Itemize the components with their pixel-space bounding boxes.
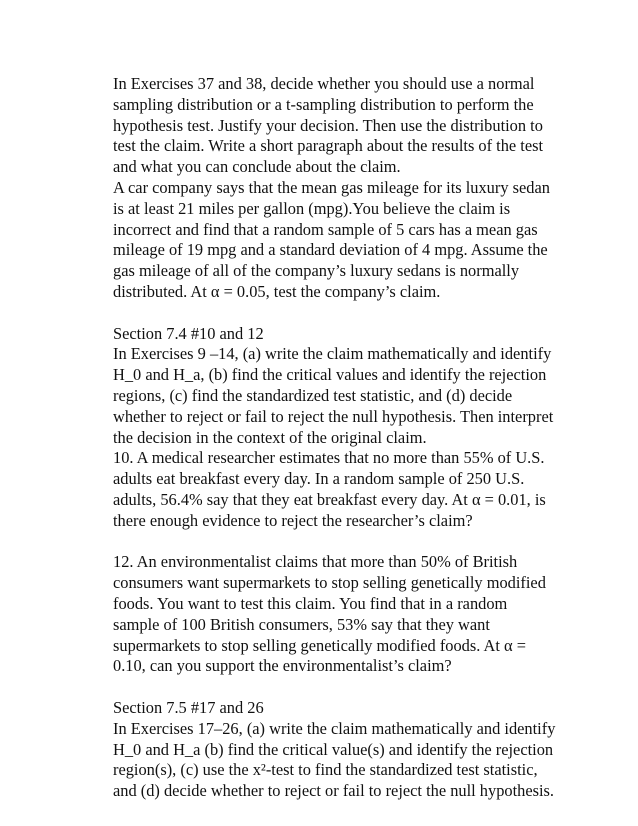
section-heading: Section 7.5 #17 and 26 (113, 697, 264, 717)
section-7-4 (113, 324, 575, 678)
text-line: 0.10, can you support the environmentalist’s claim? (113, 656, 452, 676)
text-line: there enough evidence to reject the researcher’s claim? (113, 510, 473, 530)
text-line: In Exercises 9 –14, (a) write the claim mathematically and identify (113, 344, 552, 364)
text-line: foods. You want to test this claim. You find that in a random (113, 593, 508, 613)
text-line: In Exercises 37 and 38, decide whether you should use a normal (113, 74, 535, 93)
text-line: sample of 100 British consumers, 53% say that they want (113, 614, 490, 634)
text-line: sampling distribution or a t-sampling distribution to perform the (113, 94, 534, 114)
text-line: and what you can conclude about the claim. (113, 157, 401, 177)
document-body (113, 74, 575, 802)
text-line: H_0 and H_a (b) find the critical value(s) and identify the rejection (113, 739, 554, 759)
text-line: and (d) decide whether to reject or fail to reject the null hypothesis. (113, 781, 555, 801)
text-line: mileage of 19 mpg and a standard deviation of 4 mpg. Assume the (113, 240, 548, 260)
text-line: region(s), (c) use the x²-test to find the standardized test statistic, (113, 760, 538, 780)
text-line: test the claim. Write a short paragraph about the results of the test (113, 136, 544, 156)
text-line: supermarkets to stop selling genetically modified foods. At α = (113, 635, 526, 655)
text-line: is at least 21 miles per gallon (mpg).You believe the claim is (113, 198, 511, 218)
text-line: consumers want supermarkets to stop selling genetically modified (113, 573, 546, 593)
text-line: adults, 56.4% say that they eat breakfast every day. At α = 0.01, is (113, 489, 546, 509)
text-line: 10. A medical researcher estimates that no more than 55% of U.S. (113, 448, 545, 468)
text-line: adults eat breakfast every day. In a random sample of 250 U.S. (113, 469, 525, 489)
text-line: regions, (c) find the standardized test statistic, and (d) decide (113, 385, 513, 405)
paragraph-gap (113, 677, 575, 698)
text-line: the decision in the context of the original claim. (113, 427, 427, 447)
paragraph-gap (113, 303, 575, 324)
paragraph-gap (113, 532, 575, 553)
text-line: 12. An environmentalist claims that more than 50% of British (113, 552, 518, 572)
text-line: H_0 and H_a, (b) find the critical values and identify the rejection (113, 365, 547, 385)
text-line: incorrect and find that a random sample of 5 cars has a mean gas (113, 219, 538, 239)
text-line: In Exercises 17–26, (a) write the claim mathematically and identify (113, 718, 556, 738)
text-line: hypothesis test. Justify your decision. Then use the distribution to (113, 115, 543, 135)
text-line: gas mileage of all of the company’s luxury sedans is normally (113, 261, 520, 281)
text-line: distributed. At α = 0.05, test the company’s claim. (113, 281, 441, 301)
text-line: A car company says that the mean gas mileage for its luxury sedan (113, 177, 550, 197)
exercises-37-38-paragraph (113, 74, 575, 303)
section-7-5 (113, 698, 575, 802)
section-heading: Section 7.4 #10 and 12 (113, 323, 264, 343)
text-line: whether to reject or fail to reject the null hypothesis. Then interpret (113, 406, 554, 426)
